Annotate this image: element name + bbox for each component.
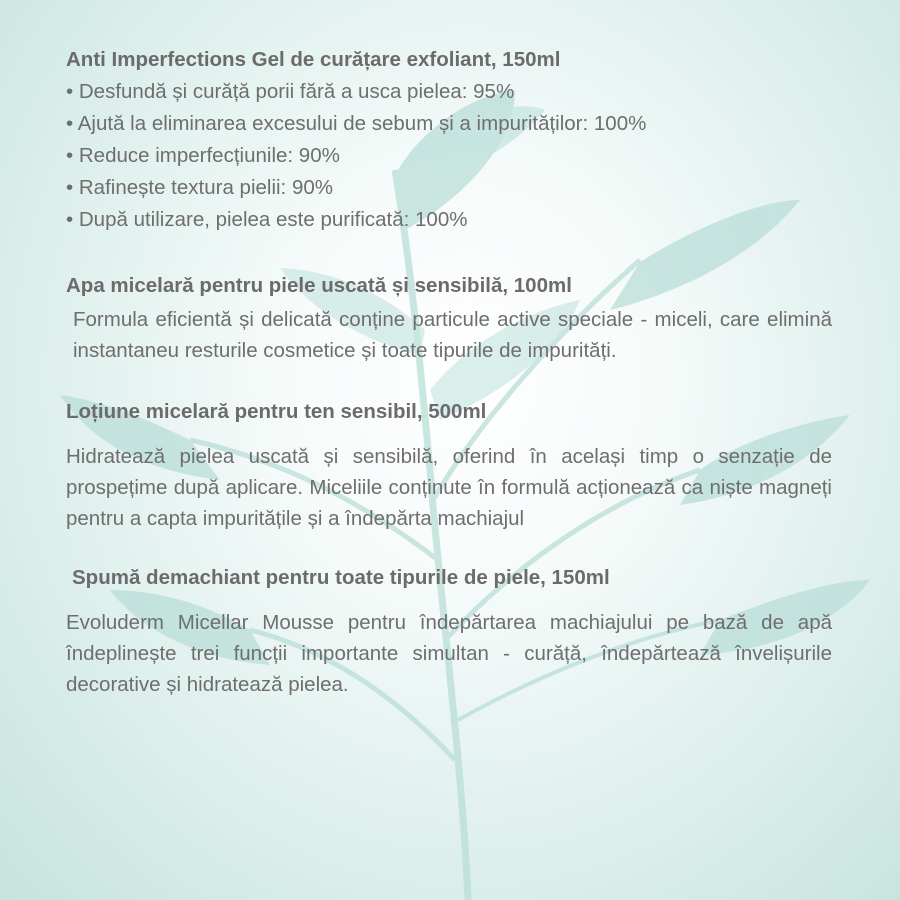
section-micellar-water [66, 270, 832, 366]
section-gel [66, 44, 832, 236]
benefit-item: • Reduce imperfecțiunile: 90% [66, 144, 340, 167]
section-description: Hidratează pielea uscată și sensibilă, oferind în același timp o senzație de prospețime după aplicare. Miceliile conținute în formulă acționează ca niște magneți pentru a capta impuritățile și a îndepărta machiajul [66, 445, 832, 530]
section-description: Formula eficientă și delicată conține particule active speciale - miceli, care elimină instantaneu resturile cosmetice și toate tipurile de impurități. [73, 308, 832, 362]
section-description: Evoluderm Micellar Mousse pentru îndepărtarea machiajului pe bază de apă îndeplinește trei funcții importante simultan - curăță, îndepărtează învelișurile decorative și hidratează pielea. [66, 611, 832, 696]
section-title: Loțiune micelară pentru ten sensibil, 500ml [66, 400, 487, 423]
section-micellar-lotion [66, 396, 832, 534]
benefit-item: • Ajută la eliminarea excesului de sebum și a impurităților: 100% [66, 112, 647, 135]
content [66, 44, 832, 700]
section-title: Spumă demachiant pentru toate tipurile de piele, 150ml [72, 566, 610, 589]
section-foam [66, 562, 832, 700]
benefit-list [66, 76, 832, 236]
section-title: Apa micelară pentru piele uscată și sensibilă, 100ml [66, 274, 572, 297]
benefit-item: • După utilizare, pielea este purificată: 100% [66, 208, 468, 231]
benefit-item: • Desfundă și curăță porii fără a usca pielea: 95% [66, 80, 515, 103]
benefit-item: • Rafinește textura pielii: 90% [66, 176, 333, 199]
section-title: Anti Imperfections Gel de curățare exfoliant, 150ml [66, 48, 561, 71]
